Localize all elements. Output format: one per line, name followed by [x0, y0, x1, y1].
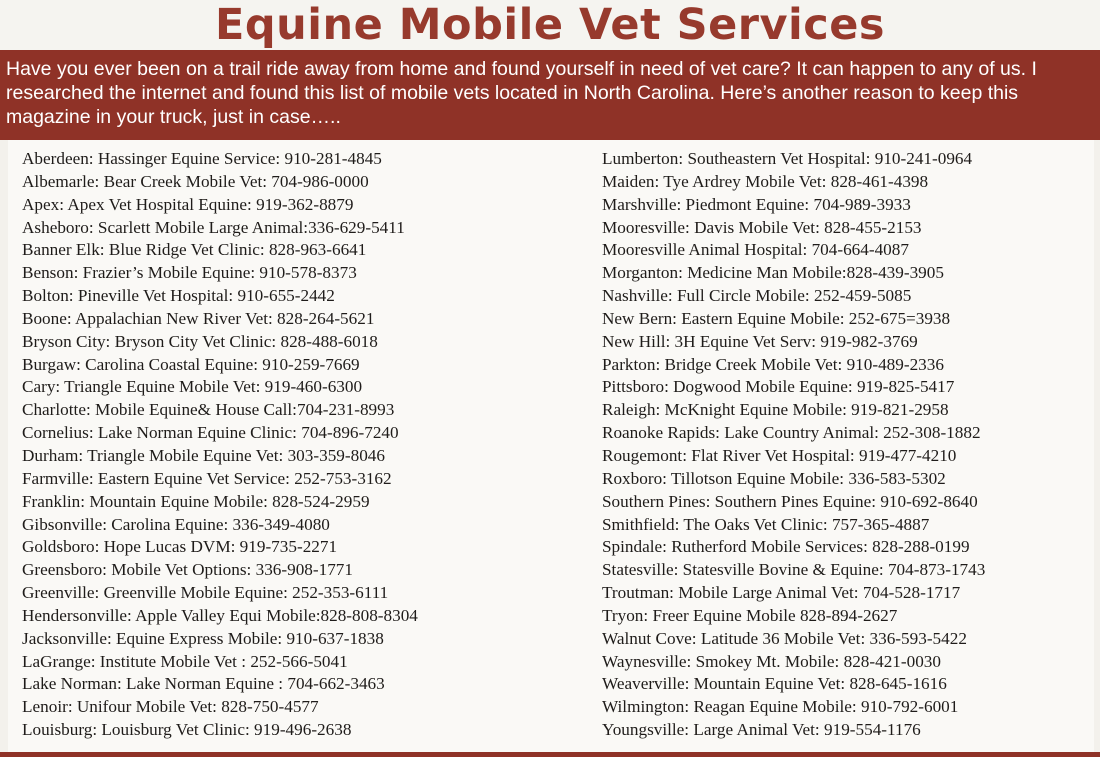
vet-listing: Apex: Apex Vet Hospital Equine: 919-362-8879	[22, 194, 354, 214]
vet-listing: Rougemont: Flat River Vet Hospital: 919-477-4210	[602, 445, 957, 465]
vet-listing: Lumberton: Southeastern Vet Hospital: 910-241-0964	[602, 149, 973, 168]
vet-list-right-column	[602, 148, 1092, 742]
vet-listing: Benson: Frazier’s Mobile Equine: 910-578-8373	[22, 263, 357, 283]
vet-listing: Smithfield: The Oaks Vet Clinic: 757-365-4887	[602, 514, 930, 534]
vet-listing: Morganton: Medicine Man Mobile:828-439-3905	[602, 263, 944, 283]
vet-listing: Wilmington: Reagan Equine Mobile: 910-792-6001	[602, 697, 959, 717]
vet-listing: Farmville: Eastern Equine Vet Service: 252-753-3162	[22, 468, 392, 488]
vet-list-left-column	[22, 148, 592, 742]
vet-listing: Banner Elk: Blue Ridge Vet Clinic: 828-963-6641	[22, 240, 367, 260]
vet-listing: Youngsville: Large Animal Vet: 919-554-1176	[602, 720, 921, 740]
vet-listing: Gibsonville: Carolina Equine: 336-349-4080	[22, 514, 330, 534]
vet-listing: New Hill: 3H Equine Vet Serv: 919-982-3769	[602, 331, 918, 351]
vet-listing: Roxboro: Tillotson Equine Mobile: 336-583-5302	[602, 468, 946, 488]
vet-listing: Jacksonville: Equine Express Mobile: 910-637-1838	[22, 628, 384, 648]
vet-listing: Tryon: Freer Equine Mobile 828-894-2627	[602, 605, 898, 625]
vet-listing: Goldsboro: Hope Lucas DVM: 919-735-2271	[22, 537, 338, 557]
vet-listing: Durham: Triangle Mobile Equine Vet: 303-359-8046	[22, 445, 385, 465]
vet-listing: Aberdeen: Hassinger Equine Service: 910-281-4845	[22, 149, 382, 168]
vet-listing: Greensboro: Mobile Vet Options: 336-908-1771	[22, 560, 353, 580]
vet-listing: Lenoir: Unifour Mobile Vet: 828-750-4577	[22, 697, 319, 717]
page-title: Equine Mobile Vet Services	[215, 0, 885, 50]
vet-listing: Marshville: Piedmont Equine: 704-989-3933	[602, 194, 911, 214]
vet-listing: Albemarle: Bear Creek Mobile Vet: 704-986-0000	[22, 171, 369, 191]
vet-listing: Cary: Triangle Equine Mobile Vet: 919-460-6300	[22, 377, 363, 397]
vet-listing: Pittsboro: Dogwood Mobile Equine: 919-825-5417	[602, 377, 955, 397]
vet-listing: Bryson City: Bryson City Vet Clinic: 828-488-6018	[22, 331, 378, 351]
vet-listing: Southern Pines: Southern Pines Equine: 910-692-8640	[602, 491, 978, 511]
vet-listing: Bolton: Pineville Vet Hospital: 910-655-2442	[22, 286, 335, 306]
vet-listing: Greenville: Greenville Mobile Equine: 252-353-6111	[22, 583, 389, 603]
vet-listing: Weaverville: Mountain Equine Vet: 828-645-1616	[602, 674, 947, 694]
vet-listing: Charlotte: Mobile Equine& House Call:704-231-8993	[22, 400, 395, 420]
vet-listing: Lake Norman: Lake Norman Equine : 704-662-3463	[22, 674, 385, 694]
vet-listing: Statesville: Statesville Bovine & Equine: 704-873-1743	[602, 560, 986, 580]
vet-listing: Franklin: Mountain Equine Mobile: 828-524-2959	[22, 491, 370, 511]
vet-listing: Parkton: Bridge Creek Mobile Vet: 910-489-2336	[602, 354, 944, 374]
vet-listing: Maiden: Tye Ardrey Mobile Vet: 828-461-4398	[602, 171, 929, 191]
vet-listing: Boone: Appalachian New River Vet: 828-264-5621	[22, 308, 375, 328]
vet-listing: Troutman: Mobile Large Animal Vet: 704-528-1717	[602, 583, 961, 603]
vet-listing: Mooresville Animal Hospital: 704-664-4087	[602, 240, 909, 260]
vet-listing: Burgaw: Carolina Coastal Equine: 910-259-7669	[22, 354, 360, 374]
vet-listing: Cornelius: Lake Norman Equine Clinic: 704-896-7240	[22, 423, 399, 443]
vet-listing: Waynesville: Smokey Mt. Mobile: 828-421-0030	[602, 651, 941, 671]
vet-listing: Asheboro: Scarlett Mobile Large Animal:336-629-5411	[22, 217, 405, 237]
vet-listing: New Bern: Eastern Equine Mobile: 252-675=3938	[602, 308, 951, 328]
bottom-border	[0, 752, 1100, 757]
vet-listing: Nashville: Full Circle Mobile: 252-459-5085	[602, 286, 912, 306]
vet-listing: Walnut Cove: Latitude 36 Mobile Vet: 336-593-5422	[602, 628, 967, 648]
vet-listing: Roanoke Rapids: Lake Country Animal: 252-308-1882	[602, 423, 981, 443]
vet-listing: Mooresville: Davis Mobile Vet: 828-455-2153	[602, 217, 922, 237]
vet-listing: Hendersonville: Apple Valley Equi Mobile:828-808-8304	[22, 605, 418, 625]
intro-paragraph: Have you ever been on a trail ride away from home and found yourself in need of vet care? It can happen to any of us. I researched the internet and found this list of mobile vets located in North Carolina. Here’s another reason to keep this magazine in your truck, just in case…..	[6, 58, 1037, 128]
vet-listing: Spindale: Rutherford Mobile Services: 828-288-0199	[602, 537, 970, 557]
vet-listing: LaGrange: Institute Mobile Vet : 252-566-5041	[22, 651, 348, 671]
vet-listing: Raleigh: McKnight Equine Mobile: 919-821-2958	[602, 400, 949, 420]
vet-listing: Louisburg: Louisburg Vet Clinic: 919-496-2638	[22, 720, 352, 740]
